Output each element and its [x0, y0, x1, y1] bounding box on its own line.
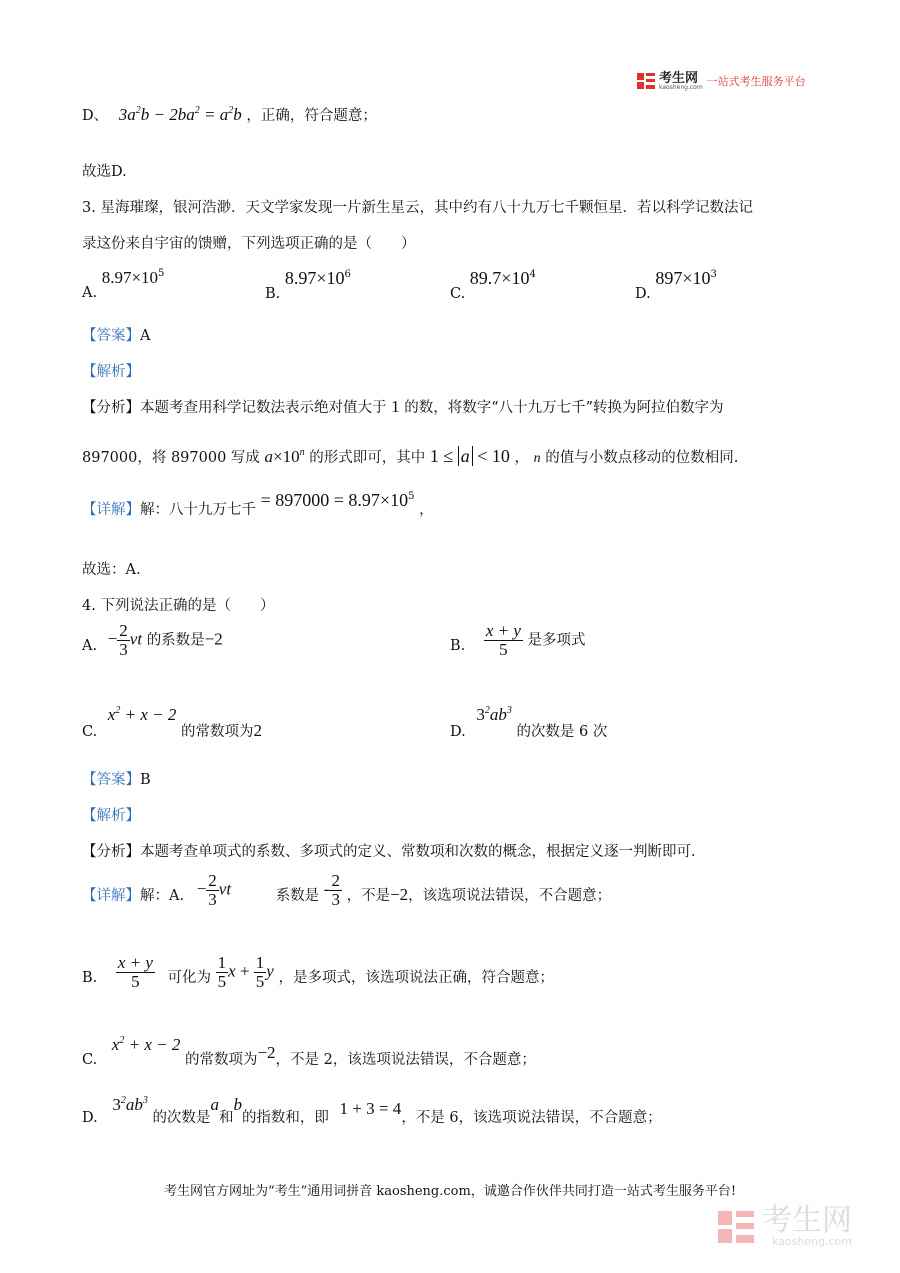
q3-option-b: B. $8.97\times 10^6$	[265, 268, 351, 302]
q3-detail: 【详解】解：八十九万七千 = $897000 = 8.97\times 10^5$ ，	[82, 490, 434, 518]
q3-analysis-tag: 【解析】	[82, 364, 140, 380]
q3-stem-line1: 3. 星海璀璨，银河浩渺．天文学家发现一片新生星云，其中约有八十九万七千颗恒星．若以科学记数法记	[82, 200, 753, 216]
watermark-sub-text: kaosheng.com	[771, 1235, 852, 1248]
logo-sub-text: kaosheng.com	[659, 83, 703, 91]
q4-answer: 【答案】B	[82, 772, 151, 788]
watermark	[716, 1203, 852, 1248]
kaosheng-logo-icon	[636, 71, 656, 91]
header-slogan: 一站式考生服务平台	[706, 75, 806, 88]
q3-stem-line2: 录这份来自宇宙的馈赠，下列选项正确的是（ ）	[82, 236, 416, 252]
q4-detail-d: D. $3^2ab^3$ 的次数是a和b的指数和，即 1 + 3 = 4，不是 6，该选项说法错误，不合题意；	[82, 1095, 662, 1126]
q3-fenxi-line1: 【分析】本题考查用科学记数法表示绝对值大于 1 的数，将数字“八十九万七千”转换为阿拉伯数字为	[82, 397, 724, 416]
q4-detail-b: B. $\frac{x + y}{5}$ 可化为 $\frac{1}{5}$ x + $\frac{1}{5}$ y ，是多项式，该选项说法正确，符合题意；	[82, 953, 554, 991]
footer-text: 考生网官方网址为“考生”通用词拼音 kaosheng.com，诚邀合作伙伴共同打造一站式考生服务平台!	[163, 1184, 737, 1199]
q4-option-b: B. $\frac{x + y}{5}$ 是多项式	[450, 621, 586, 659]
q3-option-c: C. $89.7\times 10^4$	[450, 268, 536, 302]
q3-option-d: D. $897\times 10^3$	[635, 268, 717, 302]
q4-detail-c: C. $x^2 + x - 2$ 的常数项为−2，不是 2，该选项说法错误，不合题意；	[82, 1035, 536, 1068]
header-logo	[636, 70, 806, 92]
prev-conclusion: 故选D.	[82, 164, 127, 180]
logo-main-text: 考生网	[659, 70, 699, 86]
prev-option-d: D、 $3a^2b - 2ba^2 = a^2b$ ，正确，符合题意；	[82, 105, 377, 124]
q4-option-a: A. − $\frac{2}{3}$ vt 的系数是−2	[82, 621, 223, 659]
watermark-logo-icon	[716, 1207, 756, 1247]
q3-answer: 【答案】A	[82, 328, 151, 344]
q4-analysis-tag: 【解析】	[82, 808, 140, 824]
q4-stem: 4. 下列说法正确的是（ ）	[82, 598, 275, 614]
watermark-main-text: 考生网	[762, 1203, 852, 1238]
q4-detail-a: 【详解】解：A. − $\frac{2}{3}$ vt 系数是 - $\frac{2}{3}$ ，不是−2，该选项说法错误，不合题意；	[82, 871, 612, 909]
q3-conclusion: 故选：A.	[82, 562, 141, 578]
q3-option-a: A. $8.97\times 10^5$	[82, 268, 165, 301]
q4-fenxi: 【分析】本题考查单项式的系数、多项式的定义、常数项和次数的概念，根据定义逐一判断即可.	[82, 844, 696, 860]
q3-fenxi-line2: 897000，将 897000 写成 $a\times 10^n$ 的形式即可，其中 1 ≤ a < 10 ， n 的值与小数点移动的位数相同.	[82, 446, 739, 466]
q4-option-c: C. $x^2 + x - 2$ 的常数项为2	[82, 705, 262, 740]
q4-option-d: D. $3^2ab^3$ 的次数是 6 次	[450, 705, 608, 740]
